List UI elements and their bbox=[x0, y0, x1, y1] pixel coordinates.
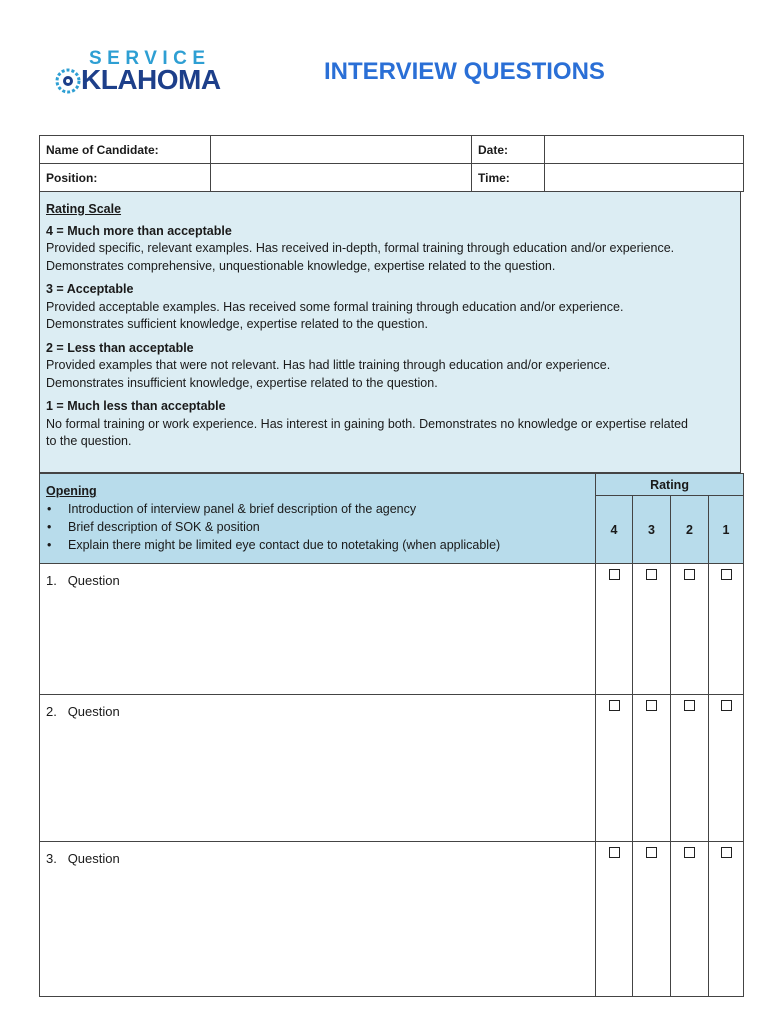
time-field[interactable] bbox=[545, 164, 744, 192]
rating-1-checkbox[interactable] bbox=[721, 700, 732, 711]
question-row[interactable] bbox=[40, 564, 596, 695]
rating-level-text: Demonstrates sufficient knowledge, expertise related to the question. bbox=[46, 317, 428, 331]
rating-level-2 bbox=[46, 340, 734, 393]
rating-col-1: 1 bbox=[709, 496, 744, 564]
name-of-candidate-label: Name of Candidate: bbox=[40, 136, 211, 164]
rating-4-checkbox[interactable] bbox=[609, 569, 620, 580]
rating-4-checkbox[interactable] bbox=[609, 700, 620, 711]
name-of-candidate-field[interactable] bbox=[211, 136, 472, 164]
rating-level-4 bbox=[46, 223, 734, 276]
rating-level-label: 3 = Acceptable bbox=[46, 282, 134, 296]
rating-level-text: Provided specific, relevant examples. Has received in-depth, formal training through education and/or experience. bbox=[46, 241, 675, 255]
oklahoma-seal-icon bbox=[55, 68, 81, 94]
question-number: 1. bbox=[46, 573, 57, 588]
rating-level-1 bbox=[46, 398, 734, 451]
rating-level-text: Demonstrates comprehensive, unquestionable knowledge, expertise related to the question. bbox=[46, 258, 556, 273]
rating-level-text: No formal training or work experience. Has interest in gaining both. Demonstrates no knowledge or expertise related bbox=[46, 416, 688, 431]
rating-3-checkbox[interactable] bbox=[646, 847, 657, 858]
rating-1-checkbox[interactable] bbox=[721, 847, 732, 858]
rating-2-checkbox[interactable] bbox=[684, 700, 695, 711]
rating-level-text: Demonstrates insufficient knowledge, expertise related to the question. bbox=[46, 375, 438, 390]
question-number: 2. bbox=[46, 704, 57, 719]
rating-4-checkbox[interactable] bbox=[609, 847, 620, 858]
opening-section bbox=[40, 474, 596, 564]
question-label: Question bbox=[67, 704, 120, 719]
rating-col-4: 4 bbox=[596, 496, 633, 564]
question-row[interactable] bbox=[40, 695, 596, 842]
position-label: Position: bbox=[40, 164, 211, 192]
rating-2-checkbox[interactable] bbox=[684, 847, 695, 858]
rating-scale-heading: Rating Scale bbox=[46, 202, 122, 216]
service-oklahoma-logo bbox=[55, 48, 245, 98]
opening-bullet: • Introduction of interview panel & brief description of the agency bbox=[68, 500, 589, 518]
opening-bullet: • Brief description of SOK & position bbox=[68, 518, 589, 536]
questions-table bbox=[39, 473, 744, 997]
question-label: Question bbox=[67, 573, 120, 588]
page-title: INTERVIEW QUESTIONS bbox=[324, 58, 605, 85]
position-field[interactable] bbox=[211, 164, 472, 192]
candidate-info-table bbox=[39, 135, 744, 192]
time-label: Time: bbox=[472, 164, 545, 192]
rating-level-label: 2 = Less than acceptable bbox=[46, 340, 194, 355]
rating-scale-section bbox=[39, 192, 741, 473]
date-label: Date: bbox=[472, 136, 545, 164]
rating-3-checkbox[interactable] bbox=[646, 569, 657, 580]
question-number: 3. bbox=[46, 851, 57, 866]
rating-col-3: 3 bbox=[633, 496, 671, 564]
opening-heading: Opening bbox=[46, 484, 97, 498]
rating-level-3 bbox=[46, 281, 734, 334]
rating-level-text: Provided acceptable examples. Has received some formal training through education and/or experience. bbox=[46, 299, 624, 314]
logo-oklahoma-text: KLAHOMA bbox=[81, 64, 221, 95]
rating-column-header: Rating bbox=[596, 474, 744, 496]
rating-2-checkbox[interactable] bbox=[684, 569, 695, 580]
rating-level-text: Provided examples that were not relevant. Has had little training through education and/or experience. bbox=[46, 358, 611, 372]
rating-1-checkbox[interactable] bbox=[721, 569, 732, 580]
rating-3-checkbox[interactable] bbox=[646, 700, 657, 711]
rating-col-2: 2 bbox=[671, 496, 709, 564]
opening-bullet: • Explain there might be limited eye contact due to notetaking (when applicable) bbox=[68, 536, 589, 554]
rating-level-label: 1 = Much less than acceptable bbox=[46, 399, 226, 413]
date-field[interactable] bbox=[545, 136, 744, 164]
question-row[interactable] bbox=[40, 842, 596, 997]
opening-list bbox=[46, 500, 589, 554]
question-label: Question bbox=[67, 851, 120, 866]
rating-level-label: 4 = Much more than acceptable bbox=[46, 223, 232, 238]
rating-level-text: to the question. bbox=[46, 434, 132, 448]
logo-service-text: SERVICE bbox=[89, 48, 211, 69]
